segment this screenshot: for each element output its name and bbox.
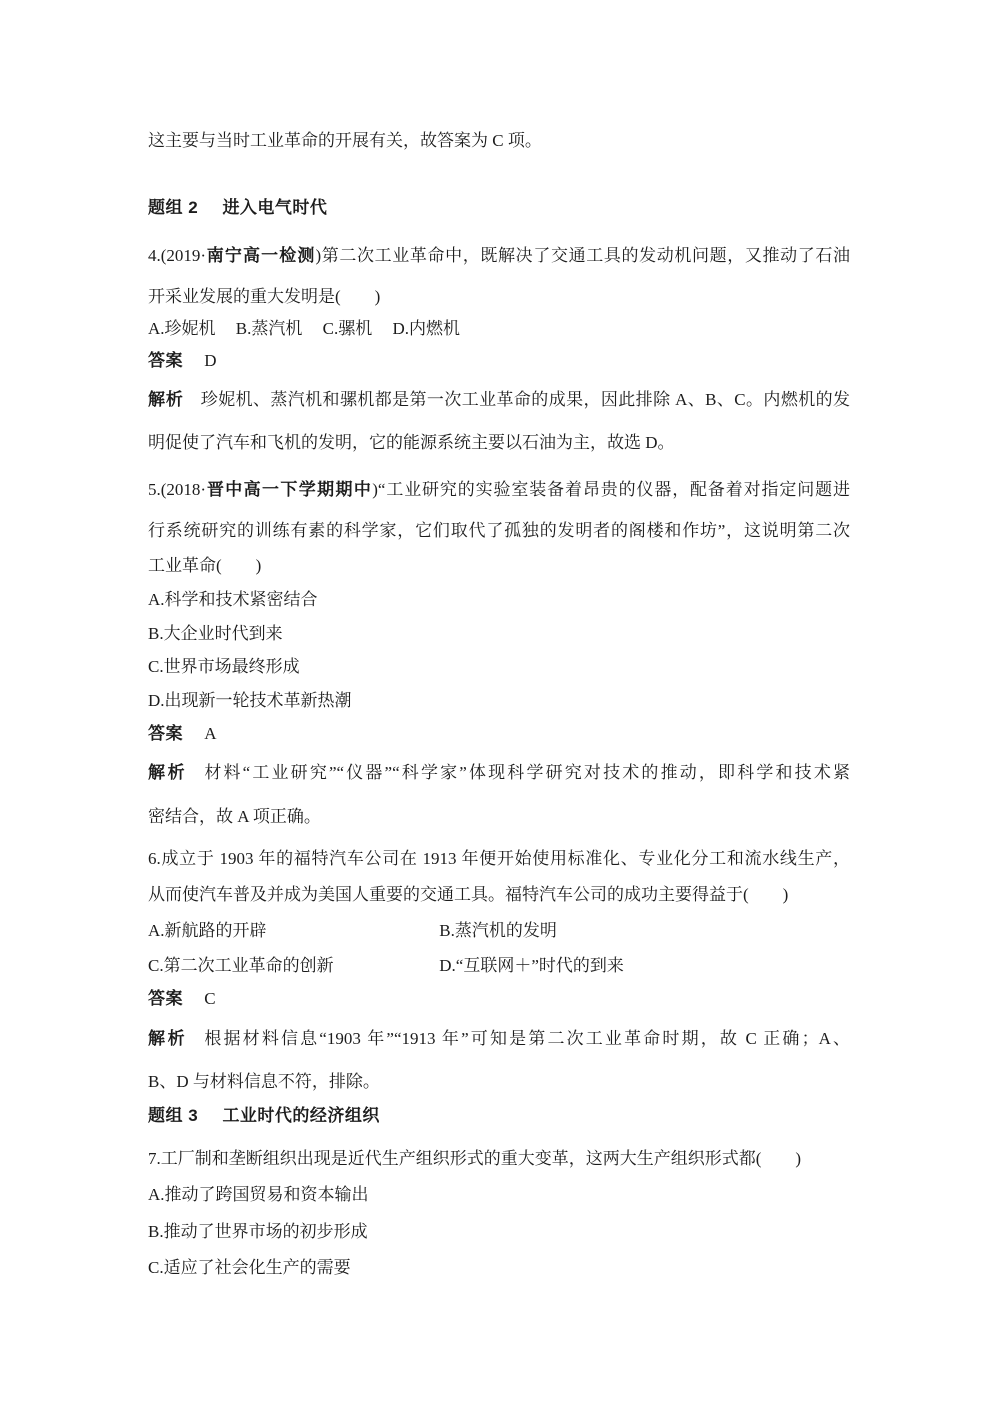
q4-answer-row: [148, 350, 850, 371]
q5-analysis-text1: 材料“工业研究”“仪器”“科学家”体现科学研究对技术的推动，即科学和技术紧: [204, 763, 851, 782]
q6-analysis-line1: [148, 1028, 850, 1049]
document-page: [148, 0, 850, 1414]
q4-stem-line2: [148, 286, 850, 307]
q4-stem-rest: )第二次工业革命中，既解决了交通工具的发动机问题，又推动了石油: [315, 246, 850, 265]
closing-text-content: 这主要与当时工业革命的开展有关，故答案为 C 项。: [148, 131, 542, 150]
q6-answer-label: 答案: [148, 989, 183, 1008]
q6-option-d: D.“互联网＋”时代的到来: [439, 956, 624, 975]
group3-heading: [148, 1105, 850, 1126]
q7-option-b-text: B.推动了世界市场的初步形成: [148, 1222, 368, 1241]
q5-stem-line2-text: 行系统研究的训练有素的科学家，它们取代了孤独的发明者的阁楼和作坊”，这说明第二次: [148, 521, 850, 540]
group3-heading-label: 题组 3: [148, 1106, 199, 1125]
q7-option-c-text: C.适应了社会化生产的需要: [148, 1258, 351, 1277]
q5-stem-rest: )“工业研究的实验室装备着昂贵的仪器，配备着对指定问题进: [372, 480, 850, 499]
q4-analysis-line2: [148, 432, 850, 453]
q5-option-d-text: D.出现新一轮技术革新热潮: [148, 691, 352, 710]
q4-answer-value: D: [204, 351, 217, 370]
q6-option-b: B.蒸汽机的发明: [439, 921, 557, 940]
q6-option-c: C.第二次工业革命的创新: [148, 956, 334, 975]
q4-answer-label: 答案: [148, 351, 183, 370]
q5-answer-row: [148, 723, 850, 744]
q5-analysis-label: 解析: [148, 763, 188, 782]
q5-analysis-text2: 密结合，故 A 项正确。: [148, 807, 321, 826]
group2-heading-label: 题组 2: [148, 198, 199, 217]
q7-option-a: [148, 1184, 850, 1205]
q6-stem-line2-text: 从而使汽车普及并成为美国人重要的交通工具。福特汽车公司的成功主要得益于( ): [148, 885, 789, 904]
q6-analysis-text2: B、D 与材料信息不符，排除。: [148, 1072, 380, 1091]
q4-option-d: D.内燃机: [392, 319, 460, 338]
q5-answer-label: 答案: [148, 724, 183, 743]
q6-answer-value: C: [204, 989, 216, 1008]
q6-options-row2: [148, 955, 850, 976]
group3-heading-title: 工业时代的经济组织: [222, 1106, 380, 1125]
q5-option-c: [148, 656, 850, 677]
q4-option-a: A.珍妮机: [148, 319, 216, 338]
q6-option-a: A.新航路的开辟: [148, 921, 267, 940]
q5-stem-line1: [148, 479, 850, 500]
q4-option-b: B.蒸汽机: [235, 319, 303, 338]
q6-analysis-line2: [148, 1071, 850, 1092]
q4-analysis-text1: 珍妮机、蒸汽机和骡机都是第一次工业革命的成果，因此排除 A、B、C。内燃机的发: [200, 390, 851, 409]
q6-stem-line1: [148, 848, 850, 869]
q4-stem-line2-text: 开采业发展的重大发明是( ): [148, 287, 381, 306]
q5-option-b: [148, 623, 850, 644]
q5-stem-prefix: 5.(2018·: [148, 480, 207, 499]
q5-stem-source: 晋中高一下学期期中: [206, 480, 373, 499]
q5-option-b-text: B.大企业时代到来: [148, 624, 283, 643]
q5-option-c-text: C.世界市场最终形成: [148, 657, 300, 676]
q6-options-row1: [148, 920, 850, 941]
q7-option-b: [148, 1221, 850, 1242]
q6-analysis-text1: 根据材料信息“1903 年”“1913 年”可知是第二次工业革命时期，故 C 正确；A、: [204, 1029, 851, 1048]
q6-analysis-label: 解析: [148, 1029, 188, 1048]
closing-text: [148, 130, 850, 151]
group2-heading-title: 进入电气时代: [222, 198, 328, 217]
q6-answer-row: [148, 988, 850, 1009]
group2-heading: [148, 197, 850, 218]
q5-answer-value: A: [204, 724, 217, 743]
q5-stem-line3: [148, 555, 850, 576]
q7-stem-line1: [148, 1148, 850, 1169]
q7-stem-line1-text: 7.工厂制和垄断组织出现是近代生产组织形式的重大变革，这两大生产组织形式都( ): [148, 1149, 802, 1168]
q4-analysis-line1: [148, 389, 850, 410]
q7-option-c: [148, 1257, 850, 1278]
q5-option-a: [148, 589, 850, 610]
q5-stem-line3-text: 工业革命( ): [148, 556, 262, 575]
q4-stem-line1: [148, 245, 850, 266]
q4-analysis-label: 解析: [148, 390, 184, 409]
q5-analysis-line1: [148, 762, 850, 783]
q4-stem-prefix: 4.(2019·: [148, 246, 207, 265]
q5-option-a-text: A.科学和技术紧密结合: [148, 590, 318, 609]
q6-stem-line2: [148, 884, 850, 905]
q5-option-d: [148, 690, 850, 711]
q5-analysis-line2: [148, 806, 850, 827]
q4-option-c: C.骡机: [322, 319, 373, 338]
q7-option-a-text: A.推动了跨国贸易和资本输出: [148, 1185, 369, 1204]
q6-stem-line1-text: 6.成立于 1903 年的福特汽车公司在 1913 年便开始使用标准化、专业化分工和流水线生产，: [148, 849, 850, 868]
q4-options: [148, 318, 850, 339]
q5-stem-line2: [148, 520, 850, 541]
q4-stem-source: 南宁高一检测: [206, 246, 316, 265]
q4-analysis-text2: 明促使了汽车和飞机的发明，它的能源系统主要以石油为主，故选 D。: [148, 433, 675, 452]
